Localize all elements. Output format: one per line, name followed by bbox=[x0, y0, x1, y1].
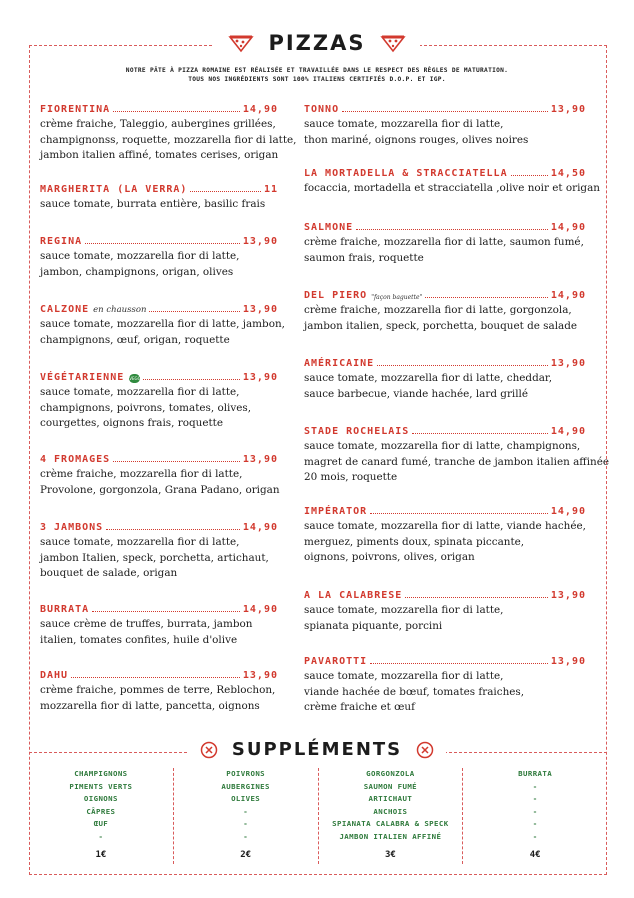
menu-item bbox=[304, 290, 586, 334]
supplement-item: POIVRONS bbox=[226, 769, 266, 778]
menu-item-header bbox=[40, 104, 278, 115]
pizza-price: 14,90 bbox=[550, 426, 586, 437]
pizza-price: 14,90 bbox=[550, 222, 586, 233]
pizza-price: 13,90 bbox=[550, 590, 586, 601]
dotted-leader bbox=[511, 175, 548, 176]
supplement-item: - bbox=[532, 794, 538, 804]
description-line: jambon Italien, speck, porchetta, artichaut, bbox=[40, 551, 269, 564]
description-line: spianata piquante, porcini bbox=[304, 619, 443, 632]
menu-item-header bbox=[40, 236, 278, 247]
pizza-description bbox=[304, 519, 586, 566]
menu-item-header bbox=[40, 304, 278, 315]
description-line: jambon, champignons, origan, olives bbox=[40, 265, 234, 278]
dotted-leader bbox=[92, 611, 240, 612]
supplement-item: - bbox=[243, 819, 249, 829]
dotted-leader bbox=[342, 111, 548, 112]
supplement-price: 3€ bbox=[384, 850, 396, 860]
description-line: sauce tomate, mozzarella fior di latte, champignons, bbox=[304, 440, 581, 452]
supplement-item: - bbox=[243, 831, 249, 841]
description-line: sauce tomate, mozzarella fior di latte, viande hachée, bbox=[304, 520, 586, 532]
menu-item-header bbox=[40, 670, 278, 681]
pizza-description bbox=[40, 117, 297, 164]
pizza-price: 13,90 bbox=[242, 236, 278, 247]
pizza-price: 13,90 bbox=[550, 104, 586, 115]
menu-item-header bbox=[304, 426, 586, 437]
description-line: sauce crème de truffes, burrata, jambon bbox=[40, 618, 253, 630]
dotted-leader bbox=[370, 513, 548, 514]
description-line: sauce tomate, mozzarella fior di latte, bbox=[40, 250, 240, 262]
pizza-name: FIORENTINA bbox=[40, 104, 111, 115]
supplement-item: ANCHOIS bbox=[373, 806, 408, 816]
description-line: crème fraiche, mozzarella fior di latte, bbox=[40, 468, 243, 480]
menu-item-header bbox=[304, 506, 586, 517]
menu-item bbox=[304, 104, 586, 148]
pizza-description bbox=[40, 385, 278, 432]
pizza-price: 14,90 bbox=[242, 522, 278, 533]
description-line: sauce tomate, mozzarella fior di latte, bbox=[304, 670, 504, 682]
supplement-item: CÂPRES bbox=[86, 806, 116, 816]
dotted-leader bbox=[190, 191, 261, 192]
dotted-leader bbox=[85, 243, 240, 244]
pizza-name: REGINA bbox=[40, 236, 83, 247]
menu-item bbox=[40, 454, 278, 498]
supplement-price: 1€ bbox=[95, 850, 107, 860]
menu-item-header bbox=[304, 358, 586, 369]
pizza-slice-icon bbox=[380, 33, 406, 53]
pizza-name: PAVAROTTI bbox=[304, 656, 368, 667]
pizza-name: AMÉRICAINE bbox=[304, 358, 375, 369]
pizza-price: 13,90 bbox=[242, 372, 278, 383]
description-line: saumon frais, roquette bbox=[304, 251, 424, 264]
pizza-price: 13,90 bbox=[550, 656, 586, 667]
pizza-name: SALMONE bbox=[304, 222, 354, 233]
supplements-title: SUPPLÉMENTS bbox=[231, 739, 403, 760]
description-line: focaccia, mortadella et stracciatella ,olive noir et origan bbox=[304, 182, 600, 194]
intro-text bbox=[60, 66, 574, 84]
dotted-leader bbox=[106, 529, 240, 530]
pizza-note: "façon baguette" bbox=[371, 294, 423, 301]
menu-item-header bbox=[40, 604, 278, 615]
supplement-list bbox=[174, 768, 318, 844]
dotted-leader bbox=[113, 461, 240, 462]
description-line: sauce tomate, mozzarella fior di latte, bbox=[40, 386, 240, 398]
menu-item bbox=[40, 372, 278, 432]
pizza-description bbox=[304, 603, 586, 634]
description-line: thon mariné, oignons rouges, olives noires bbox=[304, 133, 529, 146]
menu-item bbox=[304, 426, 610, 486]
header-title-group bbox=[214, 31, 419, 55]
menu-item-header bbox=[40, 454, 278, 465]
supplement-column bbox=[318, 768, 463, 864]
dotted-leader bbox=[143, 379, 240, 380]
header bbox=[0, 26, 634, 60]
supplement-item: PIMENTS VERTS bbox=[69, 781, 133, 791]
description-line: champignonss, roquette, mozzarella fior di latte, bbox=[40, 133, 297, 146]
intro-line: TOUS NOS INGRÉDIENTS SONT 100% ITALIENS CERTIFIÉS D.O.P. ET IGP. bbox=[188, 76, 446, 83]
description-line: viande hachée de bœuf, tomates fraiches, bbox=[304, 685, 525, 698]
supplement-price: 4€ bbox=[529, 850, 541, 860]
supplement-item: - bbox=[532, 806, 538, 816]
pizza-description bbox=[40, 197, 278, 213]
supplement-list bbox=[319, 768, 463, 844]
supplement-item: ARTICHAUT bbox=[368, 794, 413, 804]
description-line: sauce tomate, mozzarella fior di latte, bbox=[40, 536, 240, 548]
pizza-price: 14,50 bbox=[550, 168, 586, 179]
pizza-name: CALZONE bbox=[40, 304, 90, 315]
description-line: crème fraiche, mozzarella fior di latte, gorgonzola, bbox=[304, 304, 572, 316]
description-line: italien, tomates confites, huile d'olive bbox=[40, 633, 238, 646]
description-line: oignons, poivrons, olives, origan bbox=[304, 551, 475, 563]
pizza-name: VÉGÉTARIENNE bbox=[40, 372, 125, 383]
pizza-name: LA MORTADELLA & STRACCIATELLA bbox=[304, 168, 508, 179]
dotted-leader bbox=[370, 663, 548, 664]
supplement-item: - bbox=[532, 819, 538, 829]
plus-circle-icon bbox=[200, 741, 218, 759]
description-line: crème fraiche, pommes de terre, Reblochon, bbox=[40, 684, 276, 696]
pizza-description bbox=[40, 617, 278, 648]
pizza-name: TONNO bbox=[304, 104, 340, 115]
description-line: sauce tomate, mozzarella fior di latte, jambon, bbox=[40, 318, 285, 330]
menu-item bbox=[40, 670, 278, 714]
menu-item bbox=[40, 522, 278, 582]
menu-item-header bbox=[40, 372, 278, 383]
pizza-price: 14,90 bbox=[550, 290, 586, 301]
supplement-item: CHAMPIGNONS bbox=[74, 769, 128, 778]
pizza-price: 14,90 bbox=[242, 604, 278, 615]
menu-item-header bbox=[304, 590, 586, 601]
supplements-header bbox=[0, 739, 634, 760]
dotted-leader bbox=[377, 365, 548, 366]
page-title: PIZZAS bbox=[268, 31, 366, 55]
menu-item bbox=[40, 236, 278, 280]
supplement-item: SAUMON FUMÉ bbox=[363, 781, 418, 791]
description-line: crème fraiche et œuf bbox=[304, 701, 415, 713]
pizza-name: BURRATA bbox=[40, 604, 90, 615]
dotted-leader bbox=[149, 311, 239, 312]
pizza-price: 14,90 bbox=[550, 506, 586, 517]
dotted-leader bbox=[113, 111, 240, 112]
description-line: crème fraiche, mozzarella fior di latte, saumon fumé, bbox=[304, 236, 584, 248]
description-line: sauce tomate, burrata entière, basilic frais bbox=[40, 198, 266, 210]
dotted-leader bbox=[71, 677, 240, 678]
pizza-description bbox=[304, 235, 586, 266]
menu-item-header bbox=[40, 184, 278, 195]
supplement-column bbox=[462, 768, 607, 864]
pizza-description bbox=[40, 249, 278, 280]
description-line: sauce tomate, mozzarella fior di latte, bbox=[304, 118, 504, 130]
menu-item bbox=[304, 590, 586, 634]
supplement-item: OLIVES bbox=[231, 794, 261, 804]
pizza-price: 11 bbox=[263, 184, 278, 195]
menu-item bbox=[304, 222, 586, 266]
pizza-slice-icon bbox=[228, 33, 254, 53]
pizza-description bbox=[40, 535, 278, 582]
menu-item-header bbox=[40, 522, 278, 533]
supplement-item: - bbox=[243, 806, 249, 816]
description-line: sauce tomate, mozzarella fior di latte, bbox=[304, 604, 504, 616]
description-line: jambon italien, speck, porchetta, bouquet de salade bbox=[304, 319, 578, 332]
pizza-description bbox=[304, 181, 600, 197]
pizza-description bbox=[304, 117, 586, 148]
pizza-price: 13,90 bbox=[242, 670, 278, 681]
supplement-item: ŒUF bbox=[93, 819, 109, 829]
veggie-icon: VEGGIE bbox=[129, 376, 145, 381]
dotted-leader bbox=[405, 597, 548, 598]
supplements-title-group bbox=[188, 739, 446, 760]
description-line: jambon italien affiné, tomates cerises, origan bbox=[40, 149, 279, 161]
pizza-name: MARGHERITA (LA VERRA) bbox=[40, 184, 188, 195]
description-line: champignons, œuf, origan, roquette bbox=[40, 333, 230, 346]
menu-item-header bbox=[304, 104, 586, 115]
menu-item-header bbox=[304, 290, 586, 301]
supplement-item: - bbox=[532, 831, 538, 841]
menu-item-header bbox=[304, 168, 586, 179]
pizza-description bbox=[304, 303, 586, 334]
pizza-note: en chausson bbox=[93, 305, 147, 315]
menu-item-header bbox=[304, 656, 586, 667]
description-line: merguez, piments doux, spinata piccante, bbox=[304, 535, 525, 548]
menu-item bbox=[40, 304, 285, 348]
pizza-price: 14,90 bbox=[242, 104, 278, 115]
description-line: champignons, poivrons, tomates, olives, bbox=[40, 401, 252, 414]
description-line: sauce tomate, mozzarella fior di latte, cheddar, bbox=[304, 372, 553, 384]
pizza-name: 4 FROMAGES bbox=[40, 454, 111, 465]
pizza-name: A LA CALABRESE bbox=[304, 590, 403, 601]
supplement-item: GORGONZOLA bbox=[366, 769, 415, 778]
supplement-item: AUBERGINES bbox=[221, 781, 270, 791]
menu-item-header bbox=[304, 222, 586, 233]
pizza-name: IMPÉRATOR bbox=[304, 506, 368, 517]
pizza-description bbox=[40, 467, 278, 498]
description-line: crème fraiche, Taleggio, aubergines grillées, bbox=[40, 118, 276, 130]
menu-item bbox=[304, 168, 600, 197]
menu-item bbox=[304, 656, 586, 716]
menu-item bbox=[40, 604, 278, 648]
supplement-item: SPIANATA CALABRA & SPECK bbox=[332, 819, 449, 829]
dotted-leader bbox=[412, 433, 548, 434]
menu-item bbox=[304, 358, 586, 402]
supplements-grid bbox=[29, 768, 607, 864]
supplement-column bbox=[173, 768, 318, 864]
description-line: Provolone, gorgonzola, Grana Padano, origan bbox=[40, 483, 280, 496]
pizza-description bbox=[304, 371, 586, 402]
supplement-item: OIGNONS bbox=[83, 794, 118, 804]
pizza-name: DAHU bbox=[40, 670, 69, 681]
pizza-description bbox=[40, 683, 278, 714]
supplement-list bbox=[29, 768, 173, 844]
pizza-price: 13,90 bbox=[242, 304, 278, 315]
description-line: bouquet de salade, origan bbox=[40, 567, 178, 579]
pizza-description bbox=[304, 669, 586, 716]
plus-circle-icon bbox=[416, 741, 434, 759]
dotted-leader bbox=[425, 297, 548, 298]
supplement-item: BURRATA bbox=[518, 769, 553, 778]
pizza-name: 3 JAMBONS bbox=[40, 522, 104, 533]
description-line: magret de canard fumé, tranche de jambon italien affinée bbox=[304, 455, 610, 468]
pizza-name: STADE ROCHELAIS bbox=[304, 426, 410, 437]
pizza-description bbox=[40, 317, 285, 348]
description-line: 20 mois, roquette bbox=[304, 471, 398, 483]
description-line: mozzarella fior di latte, pancetta, oignons bbox=[40, 699, 260, 712]
pizza-price: 13,90 bbox=[550, 358, 586, 369]
supplement-item: - bbox=[98, 831, 104, 841]
menu-item bbox=[40, 104, 297, 164]
supplement-column bbox=[29, 768, 173, 864]
supplement-list bbox=[463, 768, 607, 844]
description-line: courgettes, oignons frais, roquette bbox=[40, 417, 223, 429]
pizza-description bbox=[304, 439, 610, 486]
pizza-price: 13,90 bbox=[242, 454, 278, 465]
supplement-item: - bbox=[532, 781, 538, 791]
supplement-price: 2€ bbox=[240, 850, 252, 860]
menu-item bbox=[40, 184, 278, 213]
dotted-leader bbox=[356, 229, 548, 230]
supplement-item: JAMBON ITALIEN AFFINÉ bbox=[339, 831, 442, 841]
intro-line: NOTRE PÂTE À PIZZA ROMAINE EST RÉALISÉE ET TRAVAILLÉE DANS LE RESPECT DES RÈGLES DE MATURATION. bbox=[125, 67, 509, 74]
pizza-name: DEL PIERO bbox=[304, 290, 368, 301]
description-line: sauce barbecue, viande hachée, lard grillé bbox=[304, 387, 529, 400]
menu-item bbox=[304, 506, 586, 566]
